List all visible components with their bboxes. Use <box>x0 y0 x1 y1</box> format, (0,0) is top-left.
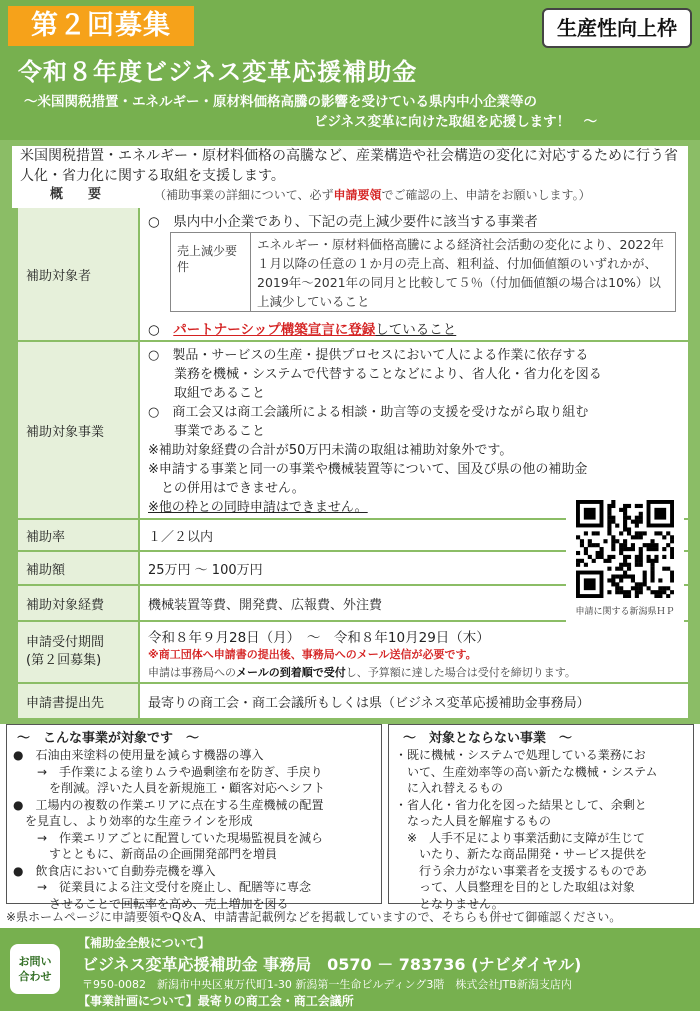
subsidy-rate: １／２以内 <box>140 520 688 550</box>
row-content-period <box>140 622 688 682</box>
list-item: → 作業エリアごとに配置していた現場監視員を減ら <box>13 830 324 845</box>
project-line: 取組であること <box>148 386 266 401</box>
first-come-notice: 申請は事務局へのメールの到着順で受付し、予算額に達した場合は受付を締切ります。 <box>148 666 576 679</box>
list-item: ● 石油由来塗料の使用量を減らす機器の導入 <box>13 748 264 762</box>
list-item: なった人員を解雇するもの <box>395 814 552 828</box>
subtitle-line-1: ～米国関税措置・エネルギー・原材料価格高騰の影響を受けている県内中小企業等の <box>24 94 537 110</box>
contact-badge: お問い 合わせ <box>10 944 60 994</box>
list-item: を削減。浮いた人員を新規施工・顧客対応へシフト <box>13 781 326 795</box>
list-item: → 手作業による塗りムラや過剰塗布を防ぎ、手戻り <box>13 764 323 779</box>
overview-label: 概 要 <box>50 187 108 202</box>
list-item: 行う余力がない事業者を支援するものであ <box>395 863 648 878</box>
project-line: ※他の枠との同時申請はできません。 <box>148 500 368 515</box>
partnership-link[interactable]: パートナーシップ構築宣言に登録 <box>173 322 376 338</box>
row-label-period <box>18 622 138 682</box>
sales-decline-box <box>170 232 676 312</box>
contact-footer <box>0 928 700 1011</box>
application-period: 令和８年９月28日（月） ～ 令和８年10月29日（木） <box>148 630 490 646</box>
submission-destination: 最寄りの商工会・商工会議所もしくは県（ビジネス変革応援補助金事務局） <box>140 684 688 718</box>
target-examples-box <box>6 724 382 911</box>
list-item: って、人員整理を目的とした取組は対象 <box>395 880 635 894</box>
row-label-amount: 補助額 <box>18 552 138 584</box>
overview-header <box>12 184 688 208</box>
row-label-expense: 補助対象経費 <box>18 586 138 620</box>
subtitle-line-2: ビジネス変革に向けた取組を応援します！ ～ <box>314 114 598 130</box>
round-badge: 第２回募集 <box>8 6 194 46</box>
project-line: 事業であること <box>148 424 266 439</box>
target-box-title: ～ こんな事業が対象です ～ <box>17 731 200 746</box>
category-badge: 生産性向上枠 <box>542 8 692 48</box>
list-item: ※ 人手不足により事業活動に支障が生じて <box>395 830 646 845</box>
list-item: いたり、新たな商品開発・サービス提供を <box>395 847 648 861</box>
row-label-submit: 申請書提出先 <box>18 684 138 718</box>
project-line: ※補助対象経費の合計が50万円未満の取組は補助対象外です。 <box>148 443 513 458</box>
subsidy-amount: 25万円 ～ 100万円 <box>140 552 688 584</box>
excluded-box-body <box>395 747 691 912</box>
row-label-rate: 補助率 <box>18 520 138 550</box>
row-label-eligible: 補助対象者 <box>18 208 138 340</box>
list-item: すとともに、新商品の企画開発部門を増員 <box>13 847 278 861</box>
general-heading: 【補助金全般について】 <box>78 936 210 950</box>
list-item: に入れ替えるもの <box>395 781 504 795</box>
header-banner <box>0 0 700 140</box>
target-box-body <box>13 747 377 912</box>
project-line: ○ 製品・サービスの生産・提供プロセスにおいて人による作業に依存する <box>148 348 589 363</box>
period-label-line-1: 申請受付期間 <box>26 635 105 650</box>
row-content-eligible <box>140 208 688 340</box>
plan-contact: 【事業計画について】最寄りの商工会・商工会議所 <box>78 994 354 1008</box>
office-address: 〒950-0082 新潟市中央区東万代町1-30 新潟第一生命ビルディング3階 株式会社JTB新潟支店内 <box>82 978 572 991</box>
guideline-link[interactable]: 申請要領 <box>333 188 382 202</box>
office-phone[interactable]: ビジネス変革応援補助金 事務局 0570 － 783736 (ナビダイヤル) <box>82 955 582 974</box>
row-label-project: 補助対象事業 <box>18 342 138 518</box>
list-item: ● 工場内の複数の作業エリアに点在する生産機械の配置 <box>13 797 324 812</box>
list-item: ・既に機械・システムで処理している業務にお <box>395 748 646 762</box>
period-label-line-2: (第２回募集) <box>26 653 102 668</box>
list-item: いて、生産効率等の高い新たな機械・システム <box>395 764 658 779</box>
page-subtitle <box>24 92 684 132</box>
overview-note: （補助事業の詳細について、必ず申請要領でご確認の上、申請をお願いします。） <box>154 188 591 202</box>
list-item: → 従業員による注文受付を廃止し、配膳等に専念 <box>13 880 312 894</box>
excluded-projects-box <box>388 724 694 911</box>
qr-caption: 申請に関する新潟県ＨＰ <box>575 607 675 617</box>
sales-decline-label: 売上減少要件 <box>171 233 251 311</box>
list-item: させることで回転率を高め、売上増加を図る <box>13 896 289 911</box>
eligible-item-2: ○ パートナーシップ構築宣言に登録していること <box>148 322 457 338</box>
excluded-box-title: ～ 対象とならない事業 ～ <box>403 731 573 746</box>
footnote: ※県ホームページに申請要領やQ＆A、申請書記載例などを掲載していますので、そちらも併せて御確認ください。 <box>6 910 622 924</box>
project-line: 業務を機械・システムで代替することなどにより、省人化・省力化を図る <box>148 367 602 382</box>
row-content-project <box>140 342 688 518</box>
project-text <box>148 346 678 517</box>
intro-text: 米国関税措置・エネルギー・原材料価格の高騰など、産業構造や社会構造の変化に対応するために行う省人化・省力化に関する取組を支援します。 <box>12 146 688 186</box>
page-title: 令和８年度ビジネス変革応援補助金 <box>18 58 418 86</box>
list-item: となりません。 <box>395 896 504 911</box>
project-line: ○ 商工会又は商工会議所による相談・助言等の支援を受けながら取り組む <box>148 405 589 420</box>
list-item: を見直し、より効率的な生産ラインを形成 <box>13 814 253 828</box>
qr-code-block[interactable] <box>566 496 684 622</box>
email-notice: ※商工団体へ申請書の提出後、事務局へのメール送信が必要です。 <box>148 648 477 661</box>
sales-decline-text: エネルギー・原材料価格高騰による経済社会活動の変化により、2022年１月以降の任意の１か月の売上高、粗利益、付加価値額のいずれかが、2019年～2021年の同月と比較して５％（付加価値額の場合は10%）以上減少していること <box>257 237 664 309</box>
project-line: との併用はできません。 <box>148 481 305 496</box>
qr-code-icon[interactable] <box>576 500 674 598</box>
eligible-item-1: ○ 県内中小企業であり、下記の売上減少要件に該当する事業者 <box>148 214 538 230</box>
eligible-expenses: 機械装置等費、開発費、広報費、外注費 <box>140 586 688 620</box>
list-item: ・省人化・省力化を図った結果として、余剰と <box>395 797 647 812</box>
list-item: ● 飲食店において自動券売機を導入 <box>13 863 216 878</box>
project-line: ※申請する事業と同一の事業や機械装置等について、国及び県の他の補助金 <box>148 462 588 477</box>
